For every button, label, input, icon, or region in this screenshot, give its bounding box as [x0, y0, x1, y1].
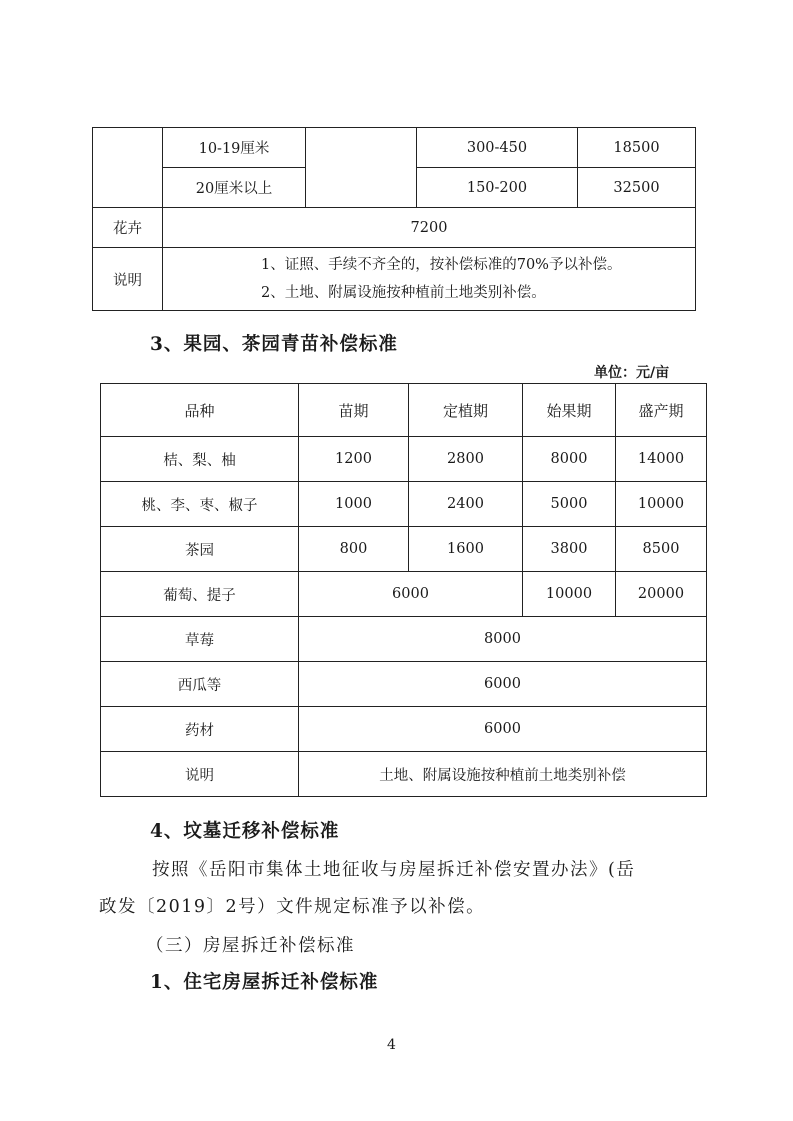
table-row	[101, 572, 707, 617]
note-label: 说明	[93, 248, 163, 311]
table-cell: 药材	[101, 707, 299, 752]
table-cell: 草莓	[101, 617, 299, 662]
table-row	[101, 662, 707, 707]
table-cell: 20厘米以上	[163, 168, 306, 208]
table-row	[101, 752, 707, 797]
table-cell: 8000	[523, 437, 616, 482]
table-row	[93, 248, 696, 311]
table-cell	[93, 128, 163, 208]
subsection-heading: （三）房屋拆迁补偿标准	[146, 936, 355, 956]
section-heading: 3、果园、茶园青苗补偿标准	[150, 334, 398, 355]
column-header: 品种	[101, 384, 299, 437]
note-cell	[163, 248, 696, 311]
table-row	[101, 617, 707, 662]
table-cell: 西瓜等	[101, 662, 299, 707]
table-row	[93, 128, 696, 168]
table-cell: 14000	[616, 437, 707, 482]
section-heading: 1、住宅房屋拆迁补偿标准	[150, 972, 379, 993]
table-cell: 6000	[299, 662, 707, 707]
table-cell: 8500	[616, 527, 707, 572]
table-cell: 葡萄、提子	[101, 572, 299, 617]
table-row	[101, 707, 707, 752]
table-cell: 桃、李、枣、椒子	[101, 482, 299, 527]
table-cell: 10-19厘米	[163, 128, 306, 168]
orchard-compensation-table	[100, 383, 707, 797]
section-heading: 4、坟墓迁移补偿标准	[150, 821, 340, 842]
table-cell: 6000	[299, 707, 707, 752]
table-cell: 1200	[299, 437, 409, 482]
table-cell: 150-200	[417, 168, 578, 208]
table-cell: 6000	[299, 572, 523, 617]
table-row	[101, 437, 707, 482]
table-cell: 300-450	[417, 128, 578, 168]
table-cell: 茶园	[101, 527, 299, 572]
table-cell: 20000	[616, 572, 707, 617]
table-row	[93, 208, 696, 248]
page-number: 4	[387, 1037, 396, 1053]
paragraph-line: 按照《岳阳市集体土地征收与房屋拆迁补偿安置办法》(岳	[152, 860, 636, 880]
table-cell: 800	[299, 527, 409, 572]
table-cell: 1000	[299, 482, 409, 527]
table-cell: 2800	[409, 437, 523, 482]
table-cell: 10000	[616, 482, 707, 527]
table-cell: 3800	[523, 527, 616, 572]
note-cell: 土地、附属设施按种植前土地类别补偿	[299, 752, 707, 797]
flower-value: 7200	[163, 208, 696, 248]
flower-label: 花卉	[93, 208, 163, 248]
column-header: 盛产期	[616, 384, 707, 437]
column-header: 定植期	[409, 384, 523, 437]
seedling-compensation-table-continued	[92, 127, 696, 311]
table-cell: 1600	[409, 527, 523, 572]
table-cell: 桔、梨、柚	[101, 437, 299, 482]
note-label: 说明	[101, 752, 299, 797]
column-header: 始果期	[523, 384, 616, 437]
note-line: 2、土地、附属设施按种植前土地类别补偿。	[261, 285, 546, 301]
table-cell: 10000	[523, 572, 616, 617]
table-row	[101, 482, 707, 527]
paragraph-line: 政发〔2019〕2号）文件规定标准予以补偿。	[99, 897, 486, 917]
table-header-row	[101, 384, 707, 437]
table-cell: 32500	[578, 168, 696, 208]
unit-label: 单位：元/亩	[594, 365, 670, 381]
table-cell: 8000	[299, 617, 707, 662]
table-cell	[306, 128, 417, 208]
table-row	[101, 527, 707, 572]
column-header: 苗期	[299, 384, 409, 437]
table-cell: 18500	[578, 128, 696, 168]
table-cell: 2400	[409, 482, 523, 527]
table-cell: 5000	[523, 482, 616, 527]
note-line: 1、证照、手续不齐全的，按补偿标准的70%予以补偿。	[261, 257, 622, 273]
